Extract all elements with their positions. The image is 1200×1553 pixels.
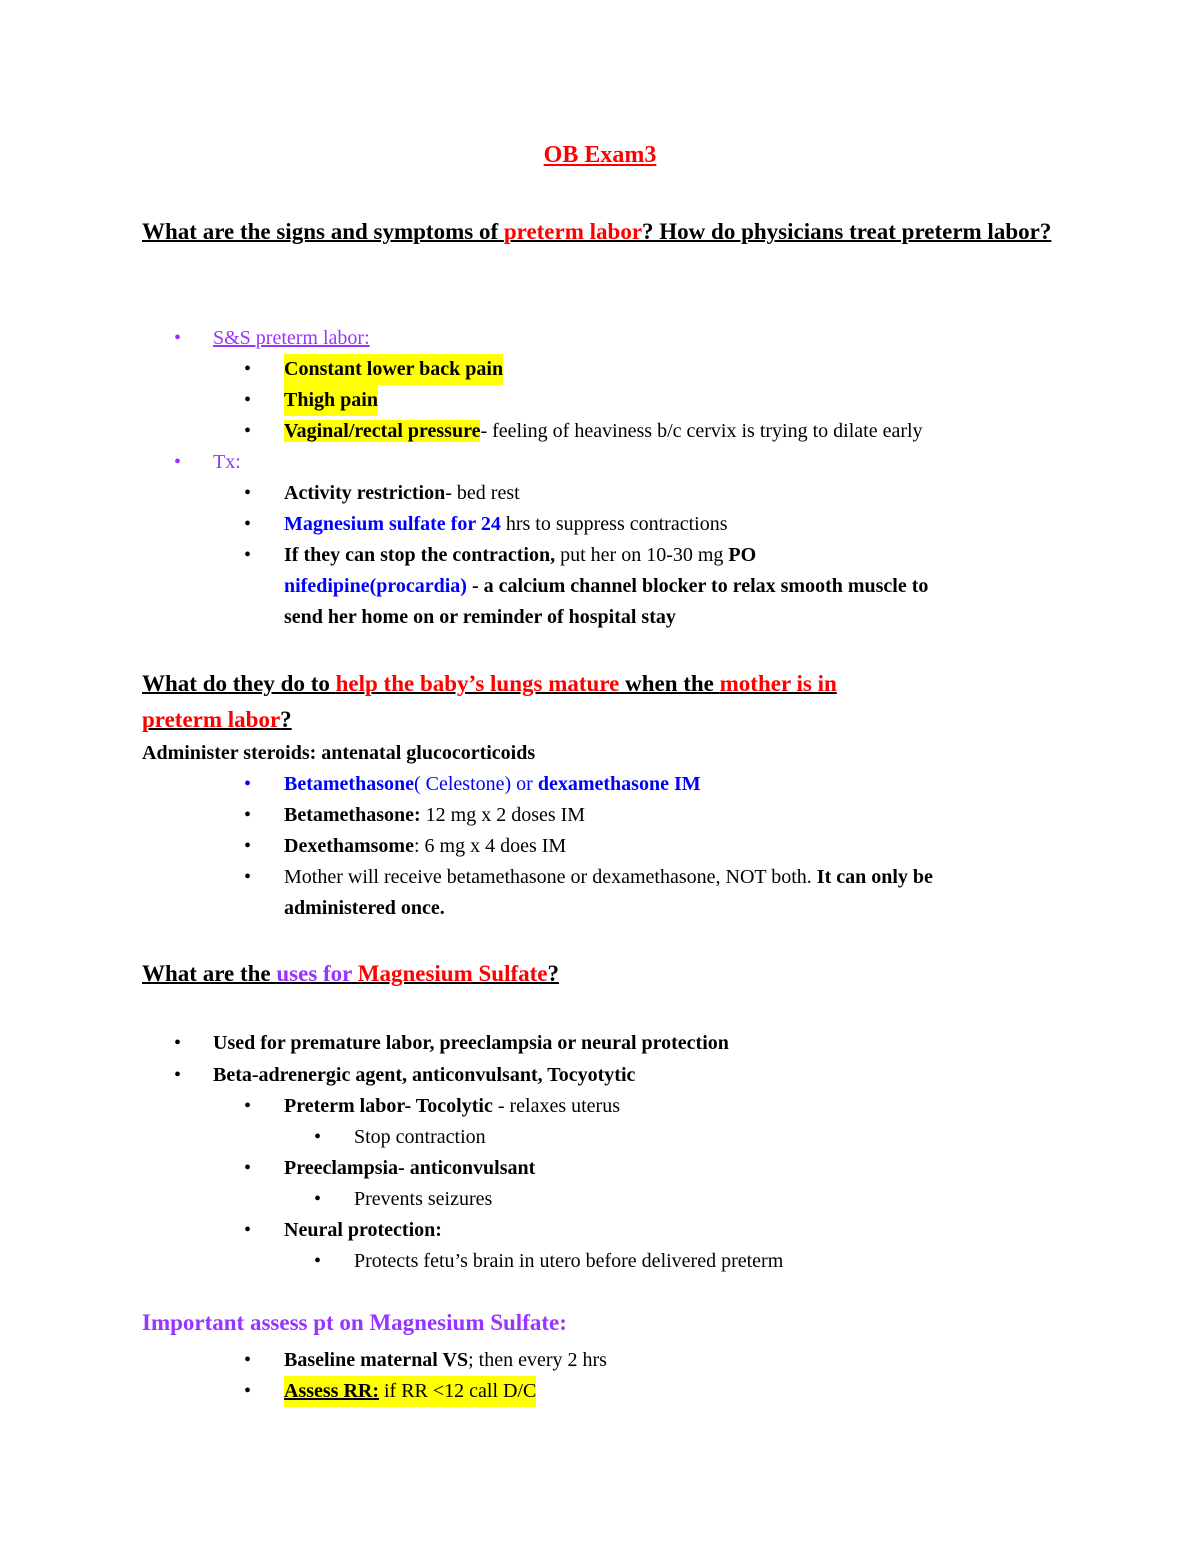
- q2-text-4: mother is in: [719, 671, 837, 696]
- assess-item-vs: [284, 1345, 607, 1376]
- page-title: OB Exam3: [543, 142, 657, 168]
- tx-item-activity: [284, 478, 520, 509]
- bullet-icon: •: [244, 544, 252, 566]
- ss-item-pressure: [284, 416, 923, 447]
- uses-item-indications: Used for premature labor, preeclampsia or neural protection: [213, 1032, 729, 1054]
- q3-text-1: What are the: [142, 961, 277, 986]
- ss-pressure-label: Vaginal/rectal pressure: [284, 420, 481, 442]
- bullet-icon: •: [244, 866, 252, 888]
- steroids-intro: Administer steroids: antenatal glucocorticoids: [142, 742, 536, 764]
- tx-item-nifedipine-line3: send her home on or reminder of hospital stay: [284, 606, 676, 628]
- steroid-item-options: [284, 769, 701, 800]
- bullet-icon: •: [174, 451, 182, 473]
- bullet-icon: •: [244, 358, 252, 380]
- bullet-icon: •: [174, 1064, 182, 1086]
- steroid-note-text: Mother will receive betamethasone or dexamethasone, NOT both.: [284, 866, 817, 888]
- tx-stop-label: If they can stop the contraction,: [284, 544, 556, 566]
- q2-text-2: help the baby’s lungs mature: [335, 671, 620, 696]
- assess-heading: Important assess pt on Magnesium Sulfate:: [142, 1310, 567, 1335]
- q2-text-1: What do they do to: [142, 671, 336, 696]
- q2-text-6: ?: [280, 707, 292, 732]
- q3-text-4: ?: [547, 961, 559, 986]
- ss-item-thigh-pain: Thigh pain: [284, 385, 378, 416]
- bullet-icon: •: [244, 482, 252, 504]
- tx-item-nifedipine-line2: [284, 571, 928, 602]
- q1-text-3: ? How do physicians treat preterm labor?: [642, 219, 1052, 244]
- steroid-beta-label: Betamethasone: [284, 773, 414, 795]
- steroid-dexa-label: dexamethasone IM: [537, 773, 701, 795]
- bullet-icon: •: [174, 1032, 182, 1054]
- bullet-icon: •: [244, 389, 252, 411]
- q2-text-5: preterm labor: [142, 707, 281, 732]
- tx-item-nifedipine-line1: [284, 540, 756, 571]
- dexa-dose-label: Dexethamsome: [284, 835, 414, 857]
- tx-nifedipine-label: nifedipine(procardia): [284, 575, 467, 597]
- tx-heading: Tx:: [213, 451, 241, 473]
- bullet-icon: •: [314, 1188, 322, 1210]
- beta-dose-label: Betamethasone:: [284, 804, 421, 826]
- question-preterm-labor-heading: [142, 214, 1062, 250]
- uses-item-agents: Beta-adrenergic agent, anticonvulsant, Tocyotytic: [213, 1064, 636, 1086]
- bullet-icon: •: [314, 1250, 322, 1272]
- uses-item-neural: Neural protection:: [284, 1219, 442, 1241]
- uses-item-preterm: [284, 1091, 620, 1122]
- bullet-icon: •: [244, 835, 252, 857]
- q3-text-2: uses for: [276, 961, 358, 986]
- assess-vs-label: Baseline maternal VS: [284, 1349, 469, 1371]
- beta-dose-value: 12 mg x 2 doses IM: [420, 804, 586, 826]
- tx-activity-desc: - bed rest: [445, 482, 520, 504]
- dexa-dose-value: : 6 mg x 4 does IM: [413, 835, 567, 857]
- tx-stop-desc: put her on 10-30 mg: [555, 544, 729, 566]
- uses-item-prevents-seizures: Prevents seizures: [354, 1188, 493, 1210]
- tx-activity-label: Activity restriction: [284, 482, 446, 504]
- steroid-item-note-line1: [284, 862, 933, 893]
- bullet-icon: •: [244, 1095, 252, 1117]
- q1-text-1: What are the signs and symptoms of: [142, 219, 504, 244]
- steroid-item-beta-dose: [284, 800, 585, 831]
- tx-nifedipine-desc: - a calcium channel blocker to relax smooth muscle to: [466, 575, 929, 597]
- assess-vs-desc: ; then every 2 hrs: [468, 1349, 607, 1371]
- uses-item-preeclampsia: Preeclampsia- anticonvulsant: [284, 1157, 536, 1179]
- bullet-icon: •: [314, 1126, 322, 1148]
- bullet-icon: •: [244, 1349, 252, 1371]
- bullet-icon: •: [244, 1157, 252, 1179]
- assess-rr-label: Assess RR:: [284, 1380, 379, 1402]
- uses-preterm-desc: - relaxes uterus: [492, 1095, 620, 1117]
- bullet-icon: •: [244, 773, 252, 795]
- tx-item-magnesium: [284, 509, 727, 540]
- bullet-icon: •: [244, 513, 252, 535]
- uses-preterm-label: Preterm labor- Tocolytic: [284, 1095, 493, 1117]
- uses-item-protects-brain: Protects fetu’s brain in utero before delivered preterm: [354, 1250, 784, 1272]
- q1-text-2: preterm labor: [503, 219, 643, 244]
- steroid-celestone: ( Celestone) or: [413, 773, 538, 795]
- bullet-icon: •: [244, 1380, 252, 1402]
- bullet-icon: •: [244, 804, 252, 826]
- ss-pressure-desc: - feeling of heaviness b/c cervix is trying to dilate early: [480, 420, 923, 442]
- steroid-note-bold: It can only be: [816, 866, 933, 888]
- tx-po-label: PO: [728, 544, 757, 566]
- q3-text-3: Magnesium Sulfate: [357, 961, 548, 986]
- tx-magnesium-label: Magnesium sulfate for 24: [284, 513, 501, 535]
- steroid-item-dexa-dose: [284, 831, 566, 862]
- ss-heading: S&S preterm labor:: [213, 327, 370, 349]
- steroid-item-note-line2: administered once.: [284, 897, 445, 919]
- uses-item-stop-contraction: Stop contraction: [354, 1126, 486, 1148]
- bullet-icon: •: [174, 327, 182, 349]
- ss-item-back-pain: Constant lower back pain: [284, 354, 503, 385]
- bullet-icon: •: [244, 420, 252, 442]
- tx-magnesium-desc: hrs to suppress contractions: [500, 513, 728, 535]
- bullet-icon: •: [244, 1219, 252, 1241]
- assess-rr-desc: if RR <12 call D/C: [379, 1380, 537, 1402]
- q2-text-3: when the: [619, 671, 720, 696]
- assess-item-rr: [284, 1376, 536, 1407]
- question-lungs-heading: [142, 666, 1062, 738]
- question-magnesium-heading: [142, 956, 1062, 992]
